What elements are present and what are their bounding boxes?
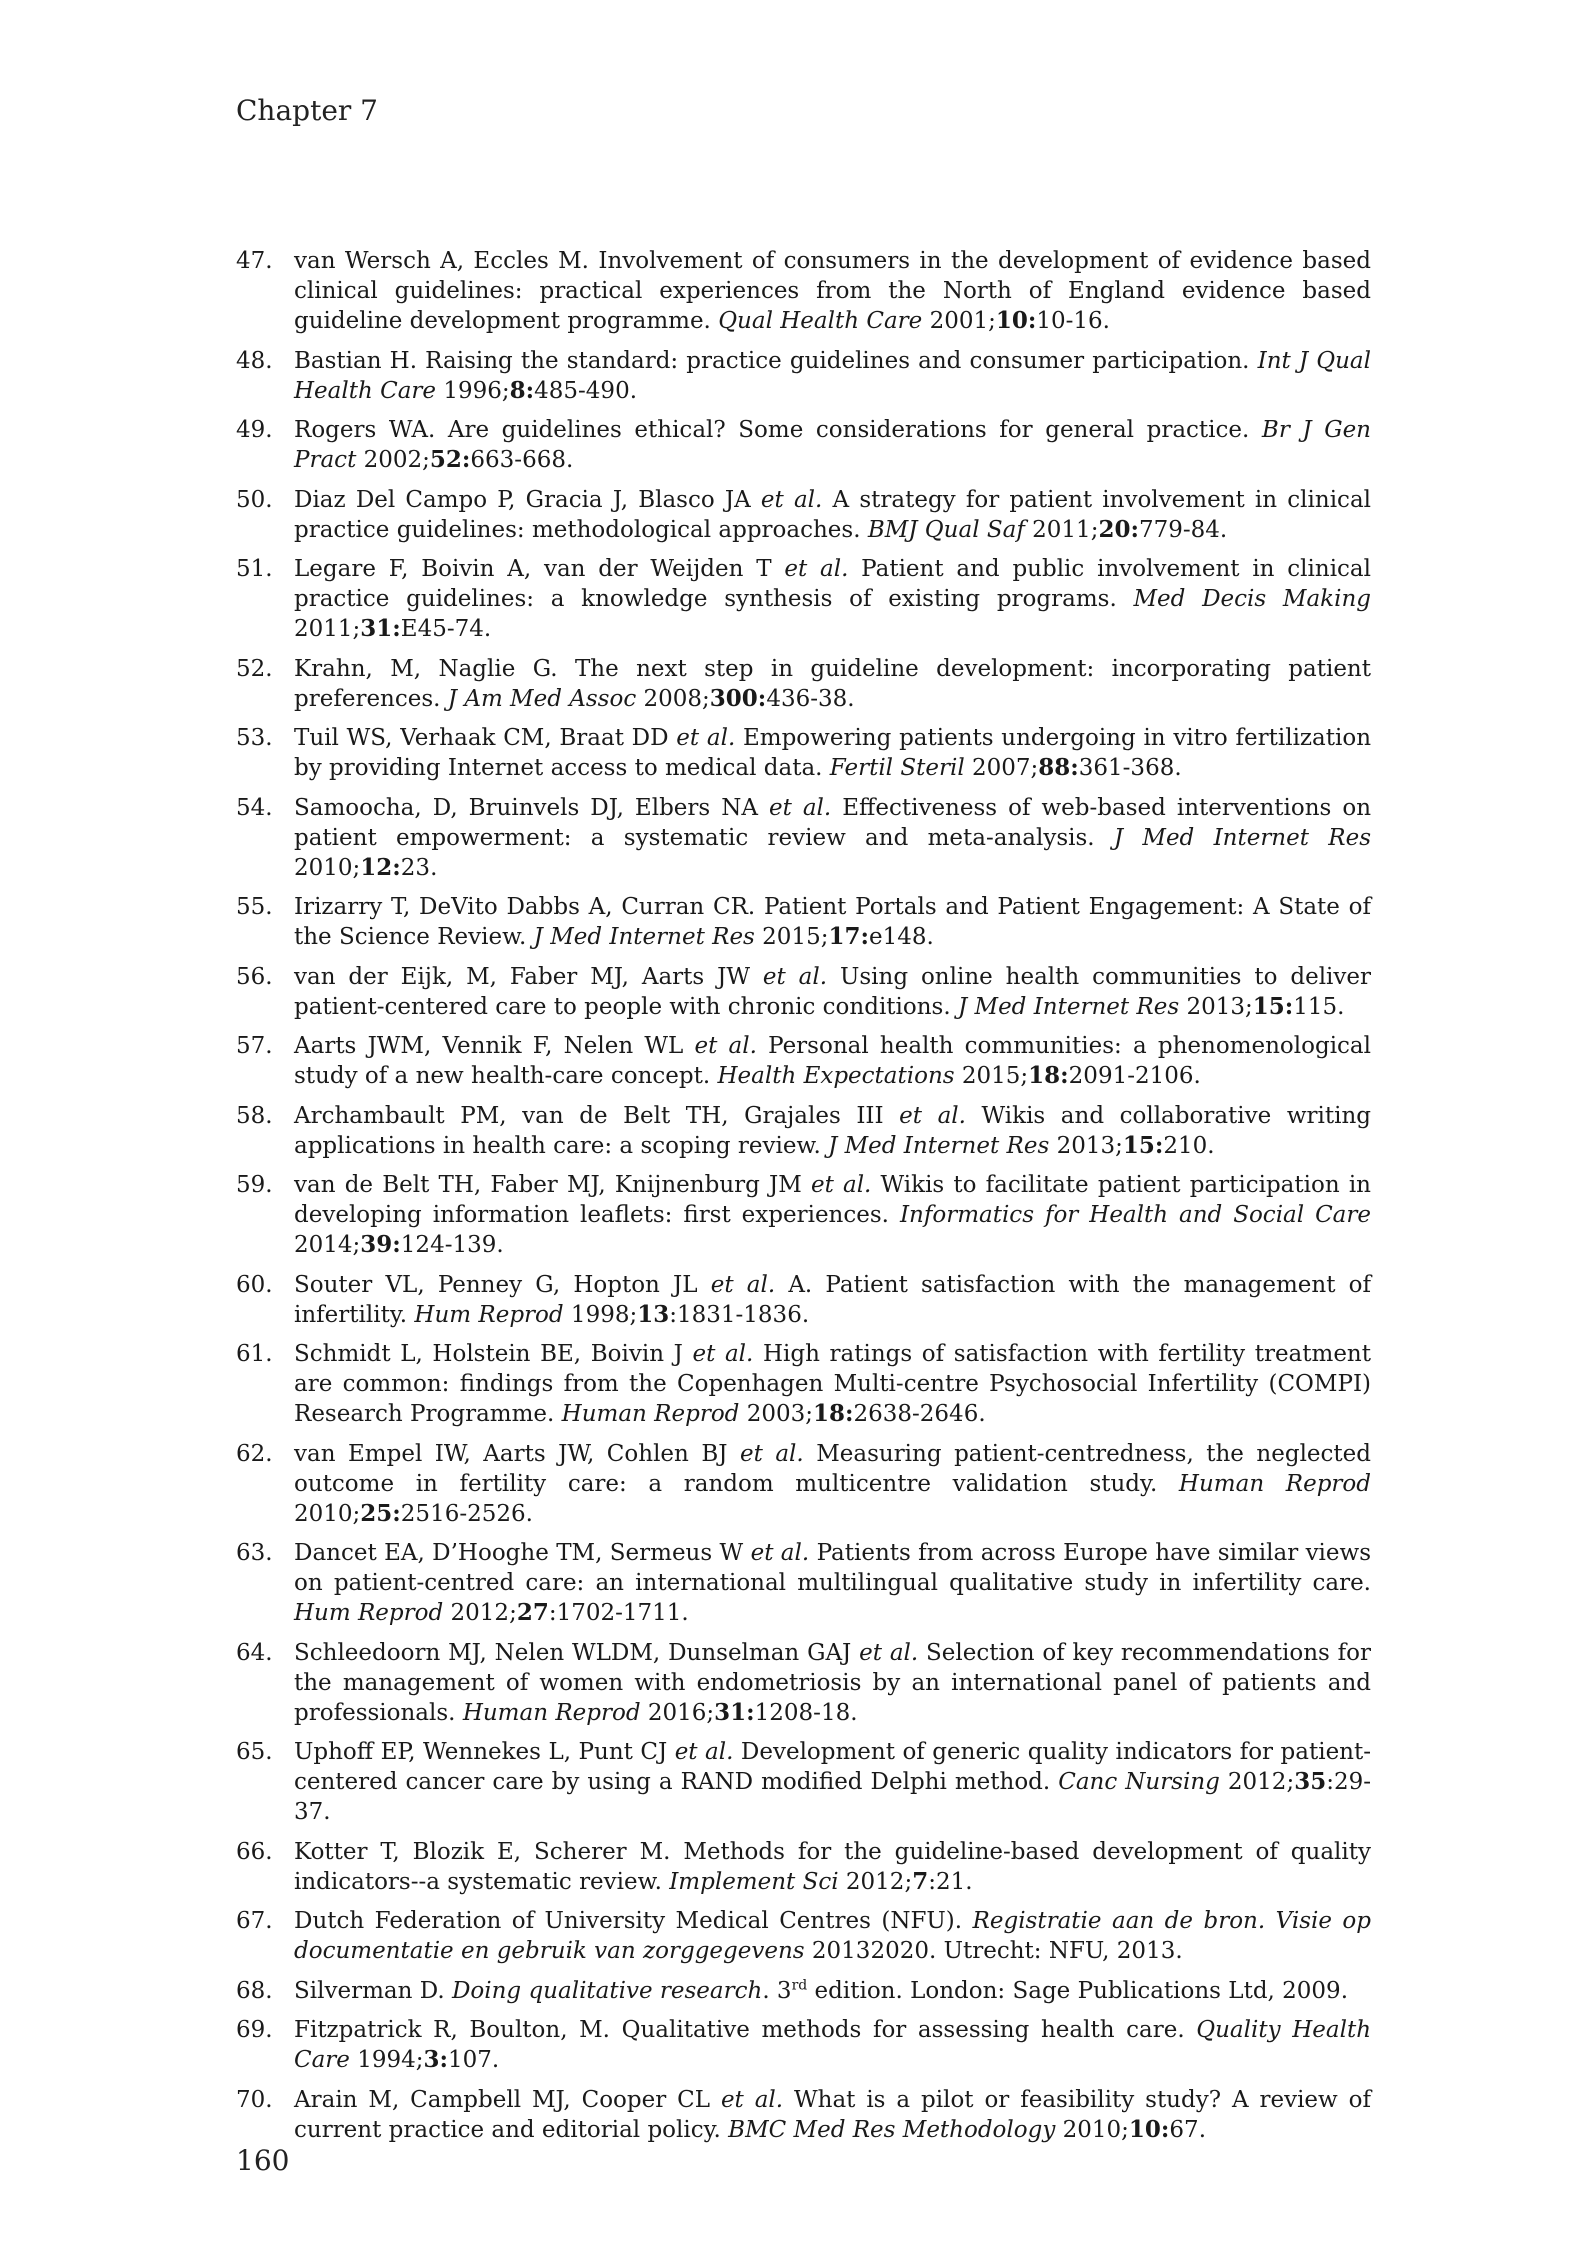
reference-number: 65.: [236, 1739, 273, 1765]
reference-item: [236, 1339, 1371, 1429]
reference-text: van Wersch A, Eccles M. Involvement of consumers in the development of evidence based clinical guidelines: practical experiences from the North of England evidence based guideline development programme. Qual Health Care 2001;10:10-16.: [294, 248, 1371, 334]
reference-text: Dutch Federation of University Medical Centres (NFU). Registratie aan de bron. Visie op documentatie en gebruik van zorggegevens 20132020. Utrecht: NFU, 2013.: [294, 1908, 1371, 1964]
reference-item: [236, 1101, 1371, 1161]
reference-number: 66.: [236, 1838, 273, 1865]
reference-item: [236, 1976, 1371, 2006]
reference-number: 56.: [236, 963, 273, 990]
reference-text: Krahn, M, Naglie G. The next step in guideline development: incorporating patient preferences. J Am Med Assoc 2008;300:436-38.: [294, 655, 1371, 712]
reference-item: [236, 892, 1371, 952]
reference-number: 57.: [236, 1033, 273, 1059]
reference-number: 61.: [236, 1341, 273, 1367]
reference-item: [236, 485, 1371, 545]
reference-item: [236, 2085, 1371, 2145]
reference-text: Irizarry T, DeVito Dabbs A, Curran CR. Patient Portals and Patient Engagement: A State of the Science Review. J Med Internet Res 2015;17:e148.: [294, 894, 1371, 950]
reference-text: Souter VL, Penney G, Hopton JL et al. A. Patient satisfaction with the management of infertility. Hum Reprod 1998;13:1831-1836.: [294, 1271, 1372, 1328]
reference-text: Arain M, Campbell MJ, Cooper CL et al. What is a pilot or feasibility study? A review of current practice and editorial policy. BMC Med Res Methodology 2010;10:67.: [294, 2086, 1371, 2143]
reference-number: 47.: [236, 248, 273, 274]
reference-text: Samoocha, D, Bruinvels DJ, Elbers NA et al. Effectiveness of web-based interventions on patient empowerment: a systematic review and meta-analysis. J Med Internet Res 2010;12:23.: [294, 794, 1372, 881]
reference-text: Fitzpatrick R, Boulton, M. Qualitative methods for assessing health care. Quality Health Care 1994;3:107.: [294, 2017, 1372, 2073]
reference-item: [236, 654, 1371, 714]
reference-number: 64.: [236, 1639, 273, 1666]
reference-item: [236, 1439, 1371, 1529]
reference-text: Silverman D. Doing qualitative research. 3rd edition. London: Sage Publications Ltd, 2009.: [294, 1976, 1349, 2004]
reference-item: [236, 1906, 1371, 1966]
reference-item: [236, 793, 1371, 883]
reference-item: [236, 1170, 1371, 1260]
reference-item: [236, 346, 1371, 406]
reference-text: Rogers WA. Are guidelines ethical? Some considerations for general practice. Br J Gen Pract 2002;52:663-668.: [294, 417, 1371, 473]
reference-item: [236, 1737, 1371, 1827]
reference-text: Tuil WS, Verhaak CM, Braat DD et al. Empowering patients undergoing in vitro fertilization by providing Internet access to medical data. Fertil Steril 2007;88:361-368.: [294, 725, 1372, 781]
reference-number: 51.: [236, 556, 273, 582]
reference-text: Schmidt L, Holstein BE, Boivin J et al. High ratings of satisfaction with fertility treatment are common: findings from the Copenhagen Multi-centre Psychosocial Infertility (COMPI) Research Programme. Human Reprod 2003;18:2638-2646.: [294, 1341, 1371, 1427]
reference-number: 62.: [236, 1440, 273, 1467]
reference-number: 55.: [236, 894, 273, 920]
reference-item: [236, 1270, 1371, 1330]
reference-number: 68.: [236, 1977, 273, 2004]
reference-item: [236, 1837, 1371, 1897]
reference-number: 63.: [236, 1540, 273, 1566]
reference-number: 59.: [236, 1172, 273, 1198]
chapter-header: Chapter 7: [236, 94, 378, 127]
reference-item: [236, 962, 1371, 1022]
reference-number: 70.: [236, 2086, 273, 2113]
reference-text: Aarts JWM, Vennik F, Nelen WL et al. Personal health communities: a phenomenological study of a new health-care concept. Health Expectations 2015;18:2091-2106.: [294, 1033, 1372, 1089]
reference-text: van de Belt TH, Faber MJ, Knijnenburg JM et al. Wikis to facilitate patient participation in developing information leaflets: first experiences. Informatics for Health and Social Care 2014;39:124-139.: [294, 1172, 1371, 1258]
reference-number: 50.: [236, 486, 273, 513]
reference-text: Uphoff EP, Wennekes L, Punt CJ et al. Development of generic quality indicators for patient-centered cancer care by using a RAND modified Delphi method. Canc Nursing 2012;35:29-37.: [294, 1739, 1372, 1825]
reference-number: 52.: [236, 655, 273, 682]
reference-number: 60.: [236, 1271, 273, 1298]
reference-number: 54.: [236, 794, 273, 821]
reference-text: van der Eijk, M, Faber MJ, Aarts JW et al. Using online health communities to deliver patient-centered care to people with chronic conditions. J Med Internet Res 2013;15:115.: [294, 963, 1372, 1020]
reference-item: [236, 554, 1371, 644]
reference-item: [236, 2015, 1371, 2075]
reference-item: [236, 415, 1371, 475]
reference-number: 69.: [236, 2017, 273, 2043]
reference-text: Bastian H. Raising the standard: practice guidelines and consumer participation. Int J Qual Health Care 1996;8:485-490.: [294, 347, 1371, 404]
reference-item: [236, 1031, 1371, 1091]
reference-text: Dancet EA, D’Hooghe TM, Sermeus W et al. Patients from across Europe have similar views on patient-centred care: an international multilingual qualitative study in infertility care. Hum Reprod 2012;27:1702-1711.: [294, 1540, 1372, 1626]
reference-list: [236, 246, 1371, 2154]
reference-number: 49.: [236, 417, 273, 443]
reference-item: [236, 1538, 1371, 1628]
reference-number: 53.: [236, 725, 273, 751]
reference-text: Schleedoorn MJ, Nelen WLDM, Dunselman GAJ et al. Selection of key recommendations for the management of women with endometriosis by an international panel of patients and professionals. Human Reprod 2016;31:1208-18.: [294, 1639, 1371, 1726]
reference-text: Kotter T, Blozik E, Scherer M. Methods for the guideline-based development of quality indicators--a systematic review. Implement Sci 2012;7:21.: [294, 1838, 1371, 1895]
reference-text: Legare F, Boivin A, van der Weijden T et al. Patient and public involvement in clinical practice guidelines: a knowledge synthesis of existing programs. Med Decis Making 2011;31:E45-74.: [294, 556, 1372, 642]
reference-text: van Empel IW, Aarts JW, Cohlen BJ et al. Measuring patient-centredness, the neglected outcome in fertility care: a random multicentre validation study. Human Reprod 2010;25:2516-2526.: [294, 1440, 1371, 1527]
reference-number: 67.: [236, 1908, 273, 1934]
page-number: 160: [236, 2144, 290, 2177]
reference-text: Archambault PM, van de Belt TH, Grajales III et al. Wikis and collaborative writing applications in health care: a scoping review. J Med Internet Res 2013;15:210.: [294, 1102, 1371, 1159]
reference-item: [236, 1638, 1371, 1728]
reference-item: [236, 246, 1371, 336]
reference-number: 58.: [236, 1102, 273, 1129]
reference-item: [236, 723, 1371, 783]
reference-text: Diaz Del Campo P, Gracia J, Blasco JA et al. A strategy for patient involvement in clinical practice guidelines: methodological approaches. BMJ Qual Saf 2011;20:779-84.: [294, 486, 1372, 543]
reference-number: 48.: [236, 347, 273, 374]
